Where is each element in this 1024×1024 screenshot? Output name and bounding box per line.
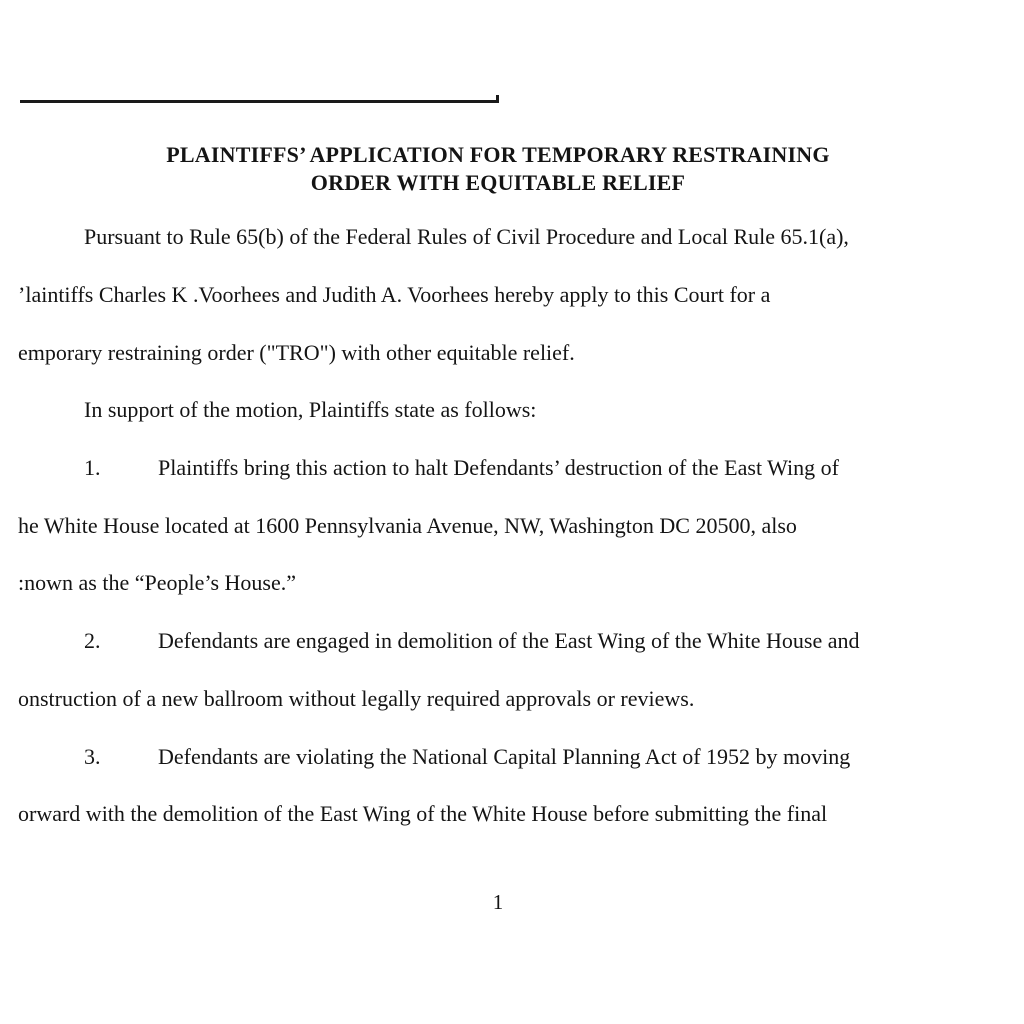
item-1-line-3: :nown as the “People’s House.” [18,570,296,595]
item-2-line-2: onstruction of a new ballroom without legally required approvals or reviews. [18,686,695,711]
item-1-number: 1. [84,455,101,480]
item-1-line-1: Plaintiffs bring this action to halt Defendants’ destruction of the East Wing of [158,455,839,480]
item-3-line-2: orward with the demolition of the East Wing of the White House before submitting the final [18,801,828,826]
document-title-line-2: ORDER WITH EQUITABLE RELIEF [310,170,686,195]
paragraph-2: In support of the motion, Plaintiffs state as follows: [84,397,537,422]
item-2-line-1: Defendants are engaged in demolition of the East Wing of the White House and [158,628,860,653]
item-2-number: 2. [84,628,101,653]
document-title-line-1: PLAINTIFFS’ APPLICATION FOR TEMPORARY RESTRAINING [166,142,830,167]
item-3-number: 3. [84,744,101,769]
header-rule [20,100,498,103]
paragraph-1-line-3: emporary restraining order ("TRO") with other equitable relief. [18,340,575,365]
paragraph-1-line-1: Pursuant to Rule 65(b) of the Federal Rules of Civil Procedure and Local Rule 65.1(a), [84,224,849,249]
paragraph-1-line-2: ’laintiffs Charles K .Voorhees and Judith A. Voorhees hereby apply to this Court for a [18,282,771,307]
page-number: 1 [492,890,504,914]
header-rule-tick [496,95,499,103]
item-3-line-1: Defendants are violating the National Capital Planning Act of 1952 by moving [158,744,851,769]
item-1-line-2: he White House located at 1600 Pennsylvania Avenue, NW, Washington DC 20500, also [18,513,797,538]
